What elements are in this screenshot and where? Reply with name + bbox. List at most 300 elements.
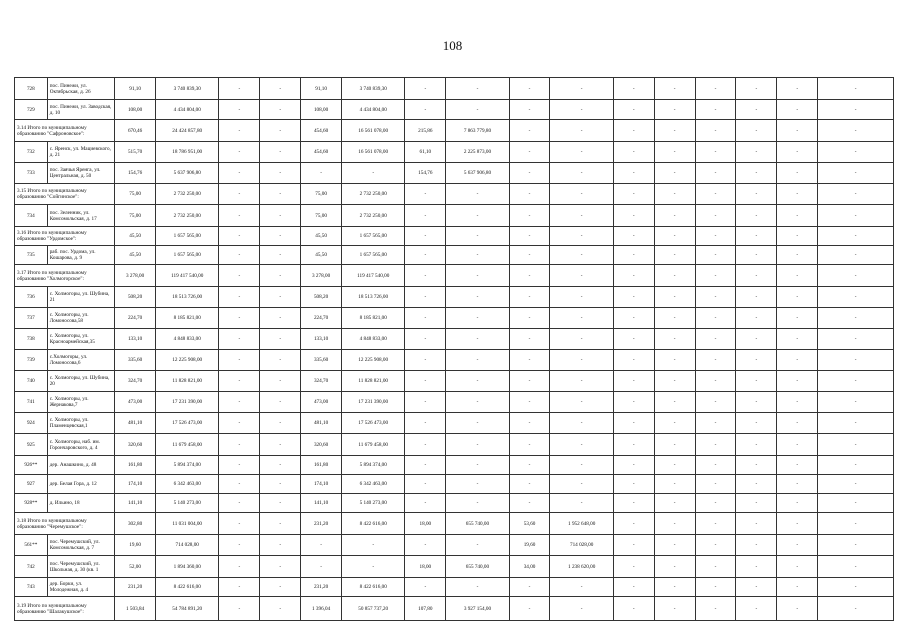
value-cell: - (654, 184, 695, 205)
value-cell: - (446, 535, 509, 556)
value-cell: - (509, 578, 550, 597)
value-cell: 91,10 (301, 78, 342, 100)
value-cell: - (777, 434, 818, 456)
value-cell: - (736, 265, 777, 287)
value-cell: 5 637 906,80 (156, 163, 219, 184)
value-cell: - (219, 100, 260, 120)
value-cell: - (654, 597, 695, 621)
value-cell: - (818, 513, 894, 535)
value-cell: - (818, 475, 894, 494)
value-cell: 54 784 891,20 (156, 597, 219, 621)
value-cell: - (695, 535, 736, 556)
value-cell: 670,46 (115, 120, 156, 142)
value-cell: - (446, 494, 509, 513)
value-cell: - (613, 246, 654, 265)
value-cell: 320,60 (301, 434, 342, 456)
value-cell: - (654, 371, 695, 392)
value-cell: 335,60 (115, 350, 156, 371)
value-cell: - (736, 100, 777, 120)
value-cell: 2 732 250,00 (156, 184, 219, 205)
value-cell: - (446, 413, 509, 434)
value-cell: - (446, 350, 509, 371)
value-cell: - (405, 246, 446, 265)
value-cell: - (777, 350, 818, 371)
value-cell: 141,10 (115, 494, 156, 513)
value-cell: - (446, 475, 509, 494)
value-cell: - (777, 287, 818, 308)
value-cell: - (695, 475, 736, 494)
value-cell: - (301, 556, 342, 578)
value-cell: 161,80 (115, 456, 156, 475)
value-cell: - (219, 494, 260, 513)
value-cell: - (818, 246, 894, 265)
value-cell: - (818, 434, 894, 456)
value-cell: - (654, 246, 695, 265)
value-cell: - (818, 287, 894, 308)
value-cell: - (260, 205, 301, 227)
value-cell: 18 513 726,00 (156, 287, 219, 308)
value-cell: 53,60 (509, 513, 550, 535)
value-cell: - (695, 578, 736, 597)
value-cell: - (550, 265, 613, 287)
value-cell: - (219, 205, 260, 227)
value-cell: 45,50 (301, 227, 342, 246)
value-cell: 174,10 (301, 475, 342, 494)
subtotal-row (15, 597, 894, 621)
value-cell: 17 231 390,00 (156, 392, 219, 413)
value-cell: - (550, 205, 613, 227)
value-cell: - (695, 556, 736, 578)
table-row (15, 434, 894, 456)
value-cell: - (736, 227, 777, 246)
value-cell: - (736, 246, 777, 265)
value-cell: - (219, 163, 260, 184)
value-cell: - (405, 350, 446, 371)
value-cell: - (736, 597, 777, 621)
value-cell: 6 342 463,00 (342, 475, 405, 494)
value-cell: - (301, 163, 342, 184)
value-cell: - (260, 265, 301, 287)
value-cell: - (446, 265, 509, 287)
subtotal-row (15, 265, 894, 287)
value-cell: 119 417 540,00 (342, 265, 405, 287)
value-cell: - (654, 535, 695, 556)
value-cell: - (446, 329, 509, 350)
value-cell: - (654, 142, 695, 163)
value-cell: - (550, 287, 613, 308)
value-cell: 133,10 (301, 329, 342, 350)
value-cell: - (219, 475, 260, 494)
value-cell: 324,70 (301, 371, 342, 392)
value-cell: 61,10 (405, 142, 446, 163)
value-cell: 11 679 458,00 (156, 434, 219, 456)
value-cell: - (509, 350, 550, 371)
value-cell: - (695, 456, 736, 475)
value-cell: - (446, 434, 509, 456)
value-cell: 5 894 374,00 (156, 456, 219, 475)
value-cell: - (342, 556, 405, 578)
value-cell: - (509, 434, 550, 456)
value-cell: - (219, 120, 260, 142)
value-cell: - (695, 597, 736, 621)
value-cell: - (736, 142, 777, 163)
house-address: с. Холмогоры, ул. Жернакова,7 (47, 392, 114, 413)
value-cell: - (777, 184, 818, 205)
value-cell: 17 526 473,00 (156, 413, 219, 434)
value-cell: - (405, 494, 446, 513)
value-cell: - (405, 434, 446, 456)
value-cell: - (654, 494, 695, 513)
row-number: 927 (15, 475, 48, 494)
value-cell: 7 863 779,80 (446, 120, 509, 142)
value-cell: - (550, 371, 613, 392)
row-number: 926** (15, 456, 48, 475)
value-cell: 5 140 273,00 (156, 494, 219, 513)
value-cell: 3 740 839,30 (342, 78, 405, 100)
value-cell: - (613, 456, 654, 475)
value-cell: 3 278,00 (301, 265, 342, 287)
value-cell: - (509, 329, 550, 350)
value-cell: - (736, 513, 777, 535)
house-address: с. Холмогоры, ул. Шубина, 20 (47, 371, 114, 392)
value-cell: - (654, 513, 695, 535)
value-cell: - (736, 371, 777, 392)
value-cell: - (550, 392, 613, 413)
value-cell: 1 657 565,00 (156, 246, 219, 265)
value-cell: - (695, 184, 736, 205)
value-cell: - (509, 308, 550, 329)
value-cell: - (777, 100, 818, 120)
value-cell: - (777, 163, 818, 184)
value-cell: 481,10 (115, 413, 156, 434)
value-cell: - (736, 475, 777, 494)
page-number: 108 (442, 38, 463, 53)
value-cell: - (777, 246, 818, 265)
value-cell: - (219, 265, 260, 287)
value-cell: 4 848 833,00 (342, 329, 405, 350)
value-cell: - (736, 78, 777, 100)
value-cell: - (550, 100, 613, 120)
value-cell: 2 732 250,00 (156, 205, 219, 227)
value-cell: - (550, 227, 613, 246)
value-cell: 231,20 (115, 578, 156, 597)
value-cell: - (509, 371, 550, 392)
value-cell: 154,76 (115, 163, 156, 184)
subtotal-label: 3.16 Итого по муниципальному образованию "Урдомское": (15, 227, 115, 246)
value-cell: - (550, 184, 613, 205)
value-cell: - (695, 163, 736, 184)
value-cell: 11 679 458,00 (342, 434, 405, 456)
subtotal-label: 3.15 Итого по муниципальному образованию "Сойгинское": (15, 184, 115, 205)
value-cell: 335,60 (301, 350, 342, 371)
value-cell: 11 031 004,00 (156, 513, 219, 535)
value-cell: - (695, 434, 736, 456)
subtotal-row (15, 227, 894, 246)
house-address: с. Холмогоры, ул. Ломоносова,58 (47, 308, 114, 329)
value-cell: - (818, 100, 894, 120)
row-number: 738 (15, 329, 48, 350)
value-cell: 8 185 821,00 (342, 308, 405, 329)
value-cell: - (219, 329, 260, 350)
value-cell: - (550, 308, 613, 329)
house-address: с. Холмогоры, наб. им. Горончаровского, д. 4 (47, 434, 114, 456)
value-cell: - (695, 142, 736, 163)
value-cell: 1 657 565,00 (342, 227, 405, 246)
value-cell: 714 028,00 (156, 535, 219, 556)
value-cell: - (613, 205, 654, 227)
value-cell: - (219, 535, 260, 556)
table-row (15, 329, 894, 350)
value-cell: - (777, 120, 818, 142)
value-cell: - (260, 556, 301, 578)
value-cell: 1 238 620,00 (550, 556, 613, 578)
value-cell: 473,00 (115, 392, 156, 413)
value-cell: - (654, 287, 695, 308)
value-cell: - (260, 413, 301, 434)
value-cell: - (695, 329, 736, 350)
value-cell: 508,20 (115, 287, 156, 308)
value-cell: - (509, 265, 550, 287)
value-cell: 16 561 078,00 (342, 120, 405, 142)
subtotal-label: 3.14 Итого по муниципальному образованию "Сафроновское": (15, 120, 115, 142)
value-cell: - (260, 350, 301, 371)
value-cell: - (219, 184, 260, 205)
value-cell: - (736, 120, 777, 142)
value-cell: - (613, 184, 654, 205)
value-cell: - (405, 371, 446, 392)
value-cell: - (777, 578, 818, 597)
value-cell: - (818, 494, 894, 513)
value-cell: 18 786 951,00 (156, 142, 219, 163)
value-cell: - (654, 205, 695, 227)
value-cell: 52,00 (115, 556, 156, 578)
value-cell: 5 894 374,00 (342, 456, 405, 475)
value-cell: - (695, 205, 736, 227)
value-cell: - (260, 371, 301, 392)
value-cell: - (777, 494, 818, 513)
value-cell: 454,60 (301, 142, 342, 163)
value-cell: - (260, 392, 301, 413)
value-cell: - (260, 535, 301, 556)
value-cell: - (613, 392, 654, 413)
value-cell: - (818, 227, 894, 246)
value-cell: - (405, 205, 446, 227)
value-cell: - (219, 246, 260, 265)
value-cell: - (219, 556, 260, 578)
value-cell: - (736, 308, 777, 329)
value-cell: 12 225 908,00 (156, 350, 219, 371)
value-cell: - (613, 578, 654, 597)
row-number: 734 (15, 205, 48, 227)
value-cell: 75,00 (115, 205, 156, 227)
value-cell: - (613, 434, 654, 456)
value-cell: - (777, 227, 818, 246)
value-cell: - (818, 535, 894, 556)
value-cell: 6 342 463,00 (156, 475, 219, 494)
value-cell: - (260, 100, 301, 120)
value-cell: - (260, 578, 301, 597)
value-cell: - (446, 78, 509, 100)
value-cell: - (405, 78, 446, 100)
value-cell: 50 857 737,20 (342, 597, 405, 621)
row-number: 561** (15, 535, 48, 556)
value-cell: - (777, 265, 818, 287)
value-cell: 1 952 648,00 (550, 513, 613, 535)
value-cell: - (509, 287, 550, 308)
table-row (15, 535, 894, 556)
row-number: 739 (15, 350, 48, 371)
subtotal-label: 3.18 Итого по муниципальному образованию "Черемушское": (15, 513, 115, 535)
value-cell: - (260, 184, 301, 205)
house-address: пос. Пинежи, ул. Заводская, д. 10 (47, 100, 114, 120)
value-cell: - (736, 163, 777, 184)
value-cell: - (509, 494, 550, 513)
value-cell: 12 225 908,00 (342, 350, 405, 371)
value-cell: - (613, 350, 654, 371)
value-cell: 3 927 154,00 (446, 597, 509, 621)
value-cell: - (260, 120, 301, 142)
table-row (15, 163, 894, 184)
value-cell: - (446, 392, 509, 413)
row-number: 733 (15, 163, 48, 184)
value-cell: - (818, 308, 894, 329)
value-cell: 8 422 616,00 (342, 513, 405, 535)
value-cell: - (736, 329, 777, 350)
value-cell: - (509, 100, 550, 120)
value-cell: 714 028,00 (550, 535, 613, 556)
value-cell: - (342, 163, 405, 184)
value-cell: 161,80 (301, 456, 342, 475)
value-cell: - (613, 329, 654, 350)
value-cell: - (260, 597, 301, 621)
value-cell: 119 417 540,00 (156, 265, 219, 287)
value-cell: - (509, 246, 550, 265)
house-address: пос. Зеленник, ул. Комсомольская, д. 17 (47, 205, 114, 227)
value-cell: - (219, 413, 260, 434)
value-cell: - (695, 350, 736, 371)
value-cell: 11 828 821,00 (342, 371, 405, 392)
table-row (15, 308, 894, 329)
value-cell: 473,00 (301, 392, 342, 413)
house-address: с.Холмогоры, ул. Ломоносова,6 (47, 350, 114, 371)
value-cell: - (550, 494, 613, 513)
value-cell: - (509, 142, 550, 163)
value-cell: 324,70 (115, 371, 156, 392)
value-cell: 1 396,04 (301, 597, 342, 621)
house-address: пос. Пинежи, ул. Октябрьская, д. 26 (47, 78, 114, 100)
house-address: дер. Борки, ул. Молодежная, д. 4 (47, 578, 114, 597)
value-cell: - (695, 265, 736, 287)
value-cell: - (509, 205, 550, 227)
value-cell: - (654, 392, 695, 413)
table-row (15, 578, 894, 597)
value-cell: 8 422 616,00 (156, 578, 219, 597)
value-cell: - (260, 308, 301, 329)
value-cell: 19,60 (509, 535, 550, 556)
value-cell: - (550, 246, 613, 265)
value-cell: 2 225 873,00 (446, 142, 509, 163)
value-cell: 75,00 (301, 184, 342, 205)
value-cell: - (654, 163, 695, 184)
value-cell: 655 740,00 (446, 513, 509, 535)
row-number: 737 (15, 308, 48, 329)
value-cell: - (818, 205, 894, 227)
table-row (15, 475, 894, 494)
value-cell: - (446, 578, 509, 597)
table-row (15, 392, 894, 413)
value-cell: - (550, 78, 613, 100)
value-cell: - (818, 163, 894, 184)
value-cell: - (550, 456, 613, 475)
value-cell: - (818, 392, 894, 413)
value-cell: - (777, 392, 818, 413)
row-number: 729 (15, 100, 48, 120)
value-cell: 1 657 565,00 (156, 227, 219, 246)
value-cell: - (736, 556, 777, 578)
value-cell: - (654, 578, 695, 597)
value-cell: - (613, 535, 654, 556)
value-cell: - (613, 513, 654, 535)
value-cell: 2 732 250,00 (342, 184, 405, 205)
value-cell: - (654, 556, 695, 578)
value-cell: - (613, 100, 654, 120)
table-row (15, 142, 894, 163)
value-cell: - (818, 350, 894, 371)
value-cell: - (509, 392, 550, 413)
value-cell: - (654, 350, 695, 371)
table-row (15, 371, 894, 392)
value-cell: - (736, 392, 777, 413)
value-cell: - (446, 205, 509, 227)
value-cell: - (260, 434, 301, 456)
house-address: дер. Анашкино, д. 48 (47, 456, 114, 475)
value-cell: - (509, 163, 550, 184)
table-row (15, 78, 894, 100)
value-cell: - (260, 513, 301, 535)
value-cell: - (654, 329, 695, 350)
value-cell: - (818, 578, 894, 597)
value-cell: - (613, 308, 654, 329)
value-cell: - (446, 287, 509, 308)
value-cell: 91,10 (115, 78, 156, 100)
value-cell: - (405, 308, 446, 329)
value-cell: - (260, 78, 301, 100)
house-address: с. Холмогоры, ул. Пламенцевская,1 (47, 413, 114, 434)
value-cell: - (777, 456, 818, 475)
value-cell: - (613, 120, 654, 142)
value-cell: - (509, 456, 550, 475)
value-cell: - (446, 371, 509, 392)
resettlement-table (14, 77, 894, 621)
value-cell: - (695, 120, 736, 142)
value-cell: 154,76 (405, 163, 446, 184)
row-number: 735 (15, 246, 48, 265)
value-cell: - (405, 535, 446, 556)
value-cell: - (613, 163, 654, 184)
value-cell: - (509, 78, 550, 100)
value-cell: - (695, 513, 736, 535)
value-cell: - (260, 142, 301, 163)
value-cell: - (613, 494, 654, 513)
value-cell: - (818, 456, 894, 475)
value-cell: - (342, 535, 405, 556)
value-cell: 224,70 (301, 308, 342, 329)
value-cell: 24 424 857,80 (156, 120, 219, 142)
value-cell: - (613, 142, 654, 163)
value-cell: - (777, 475, 818, 494)
value-cell: - (405, 287, 446, 308)
value-cell: 508,20 (301, 287, 342, 308)
